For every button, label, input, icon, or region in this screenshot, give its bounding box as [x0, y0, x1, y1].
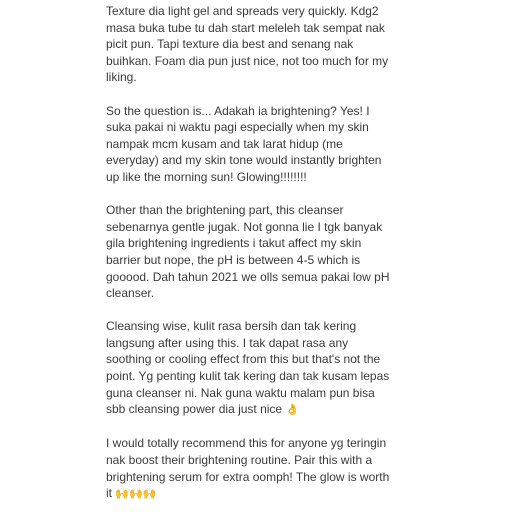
- paragraph-gentle: [106, 202, 406, 302]
- text-line: Other than the brightening part, this cleanser: [106, 203, 344, 218]
- text-line: soothing or cooling effect from this but that's not the: [106, 352, 381, 367]
- text-line: nak boost their brightening routine. Pair this with a: [106, 453, 373, 468]
- text-line: suka pakai ni waktu pagi especially when my skin: [106, 120, 369, 135]
- text-line: I would totally recommend this for anyone yg teringin: [106, 436, 387, 451]
- paragraph-texture: [106, 3, 406, 86]
- text-line: up like the morning sun! Glowing!!!!!!!!: [106, 169, 307, 184]
- paragraph-recommend: [106, 435, 406, 502]
- text-line: masa buka tube tu dah start meleleh tak sempat nak: [106, 20, 385, 35]
- text-line: barrier but nope, the pH is between 4-5 which is: [106, 252, 361, 267]
- text-line: [106, 401, 406, 419]
- text-line: sebenarnya gentle jugak. Not gonna lie I tgk banyak: [106, 219, 383, 234]
- text-line: langsung after using this. I tak dapat rasa any: [106, 335, 349, 350]
- text-line: gila brightening ingredients i takut affect my skin: [106, 236, 362, 251]
- text-line: So the question is... Adakah ia brightening? Yes! I: [106, 103, 370, 118]
- text-line: Cleansing wise, kulit rasa bersih dan tak kering: [106, 319, 357, 334]
- text-line: guna cleanser ni. Nak guna waktu malam pun bisa: [106, 385, 375, 400]
- post-text: [106, 3, 406, 519]
- text-line: buihkan. Foam dia pun just nice, not too much for my: [106, 53, 389, 68]
- paragraph-cleansing: [106, 318, 406, 419]
- text-line: point. Yg penting kulit tak kering dan tak kusam lepas: [106, 369, 390, 384]
- text-line-content: it: [106, 486, 116, 501]
- text-line: Texture dia light gel and spreads very quickly. Kdg2: [106, 4, 379, 18]
- text-line: picit pun. Tapi texture dia best and senang nak: [106, 37, 354, 52]
- text-line: everyday) and my skin tone would instantly brighten: [106, 153, 382, 168]
- text-line: liking.: [106, 70, 137, 85]
- text-line: [106, 485, 406, 503]
- text-line-content: sbb cleansing power dia just nice: [106, 402, 286, 417]
- paragraph-brightening: [106, 103, 406, 186]
- text-line: cleanser.: [106, 286, 155, 301]
- text-line: nampak mcm kusam and tak larat hidup (me: [106, 136, 343, 151]
- raising-hands-icon: 🙌🙌🙌: [115, 487, 157, 501]
- ok-hand-icon: 👌: [285, 403, 300, 417]
- text-line: gooood. Dah tahun 2021 we olls semua pakai low pH: [106, 269, 390, 284]
- text-line: brightening serum for extra oomph! The glow is worth: [106, 469, 390, 484]
